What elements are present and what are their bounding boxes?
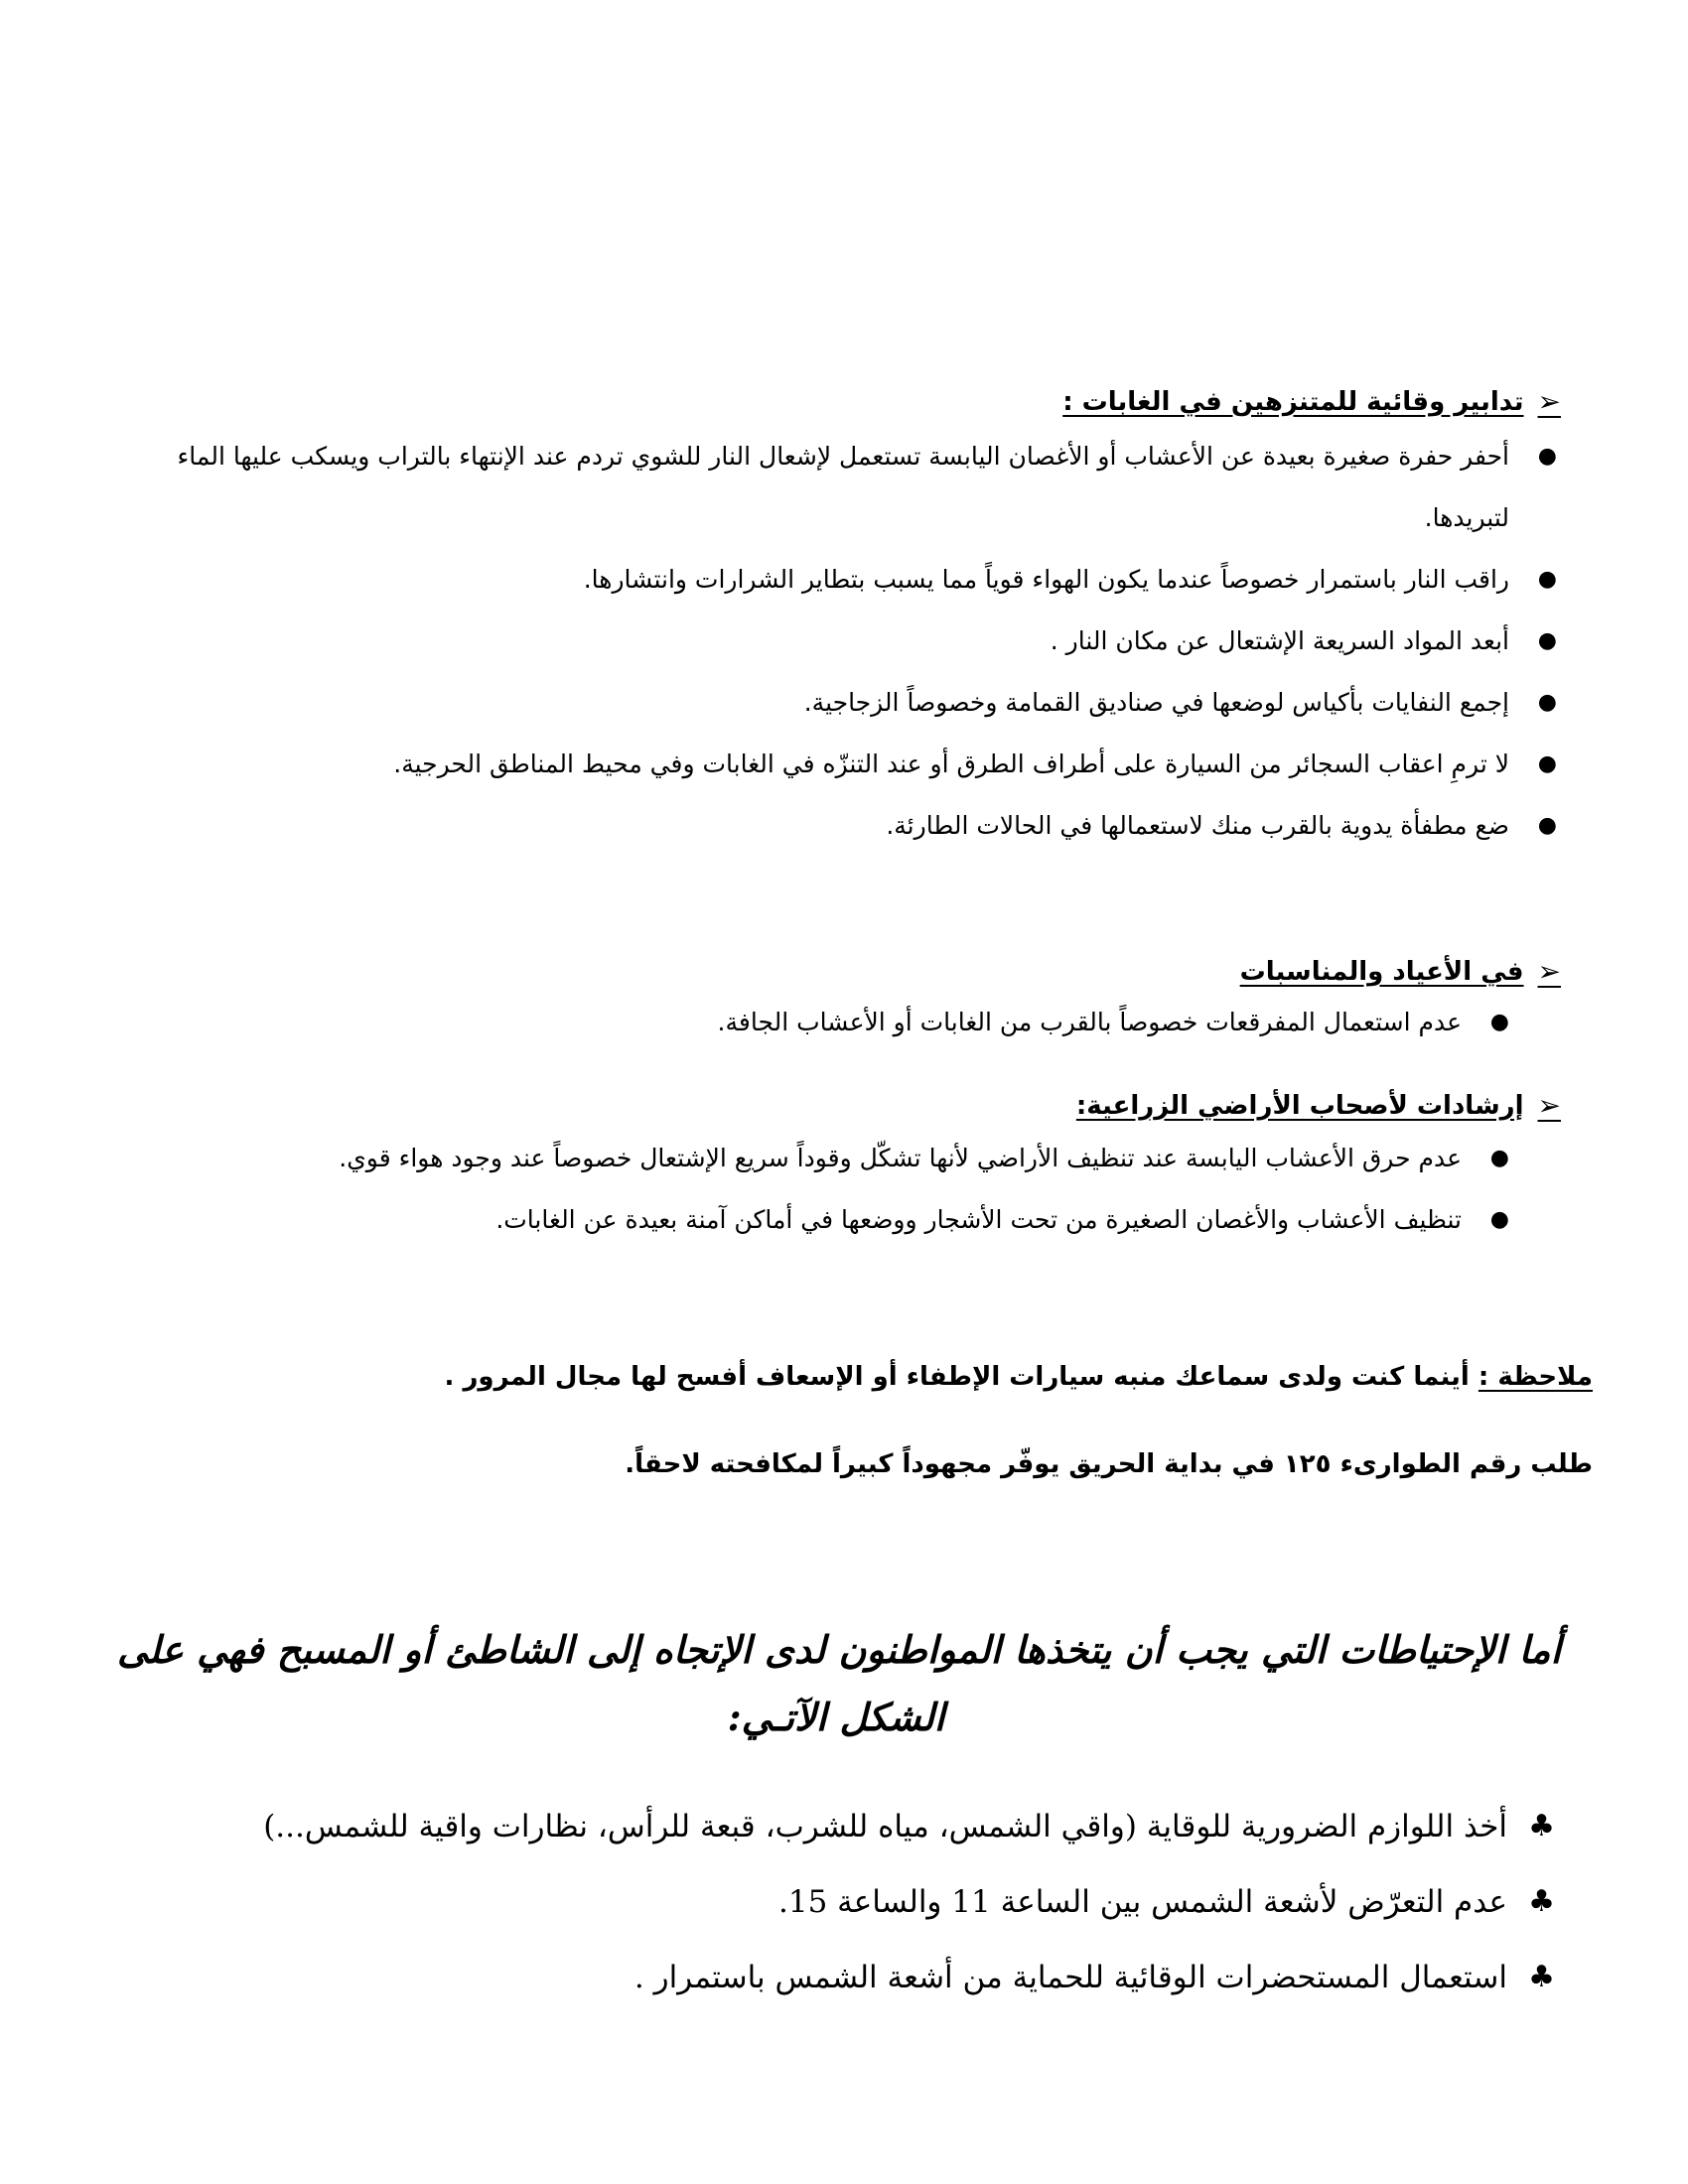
section-heading [131, 385, 1561, 418]
bullet-icon: ● [1489, 1207, 1509, 1232]
section-heading-text: في الأعياد والمناسبات [1239, 956, 1524, 987]
list-item-text: تنظيف الأعشاب والأغصان الصغيرة من تحت الأشجار ووضعها في أماكن آمنة بعيدة عن الغابات. [495, 1205, 1462, 1234]
list-item [131, 549, 1561, 611]
note-paragraph [445, 1362, 1593, 1392]
bullet-icon: ● [1537, 567, 1557, 592]
note-text: أينما كنت ولدى سماعك منبه سيارات الإطفاء أو الإسعاف أفسح لها مجال المرور . [444, 1362, 1478, 1392]
section-heading [131, 1089, 1561, 1122]
club-icon: ♣ [1528, 1960, 1555, 1994]
beach-list [131, 1789, 1561, 2015]
beach-heading-line2: الشكل الآتـي: [727, 1695, 945, 1739]
forest-measures-list [131, 426, 1561, 857]
beach-heading [71, 1616, 1561, 1751]
list-item [173, 1189, 1513, 1251]
list-item [131, 795, 1561, 857]
bullet-icon: ● [1489, 1146, 1509, 1170]
list-item-text: عدم حرق الأعشاب اليابسة عند تنظيف الأراضي لأنها تشكّل وقوداً سريع الإشتعال خصوصاً عند وجود هواء قوي. [339, 1144, 1462, 1172]
arrowhead-icon: ➢ [1537, 1089, 1561, 1122]
section-forest-measures [131, 385, 1561, 857]
bullet-icon: ● [1537, 751, 1557, 776]
club-icon: ♣ [1528, 1809, 1555, 1843]
list-item [131, 672, 1561, 734]
list-item-text: أبعد المواد السريعة الإشتعال عن مكان النار . [1050, 626, 1509, 655]
list-item [131, 611, 1561, 672]
bullet-icon: ● [1537, 690, 1557, 715]
list-item [131, 1789, 1561, 1864]
note-label: ملاحظة : [1477, 1362, 1593, 1392]
emergency-text: طلب رقم الطوارىء ١٢٥ في بداية الحريق يوفّر مجهوداً كبيراً لمكافحته لاحقاً. [625, 1449, 1593, 1479]
list-item-text: ضع مطفأة يدوية بالقرب منك لاستعمالها في الحالات الطارئة. [886, 811, 1509, 840]
list-item-text: أحفر حفرة صغيرة بعيدة عن الأعشاب أو الأغصان اليابسة تستعمل لإشعال النار للشوي تردم عند الإنتهاء بالتراب ويسكب عليها الماء لتبريدها. [177, 442, 1509, 532]
club-icon: ♣ [1528, 1884, 1555, 1919]
list-item-text: عدم التعرّض لأشعة الشمس بين الساعة 11 والساعة 15. [777, 1884, 1507, 1920]
section-beach [131, 1789, 1561, 2015]
list-item-text: لا ترمِ اعقاب السجائر من السيارة على أطراف الطرق أو عند التنزّه في الغابات وفي محيط المناطق الحرجية. [393, 750, 1509, 778]
list-item [173, 1128, 1513, 1189]
holidays-list [131, 992, 1561, 1053]
list-item-text: عدم استعمال المفرقعات خصوصاً بالقرب من الغابات أو الأعشاب الجافة. [717, 1008, 1462, 1036]
list-item [131, 1940, 1561, 2015]
section-farmers [131, 1089, 1561, 1251]
list-item-text: استعمال المستحضرات الوقائية للحماية من أشعة الشمس باستمرار . [633, 1960, 1507, 1995]
list-item [131, 426, 1561, 549]
bullet-icon: ● [1537, 628, 1557, 653]
list-item-text: راقب النار باستمرار خصوصاً عندما يكون الهواء قوياً مما يسبب بتطاير الشرارات وانتشارها. [583, 565, 1509, 594]
beach-heading-line1: أما الإحتياطات التي يجب أن يتخذها المواطنون لدى الإتجاه إلى الشاطئ أو المسبح فهي على [117, 1627, 1561, 1672]
section-holidays [131, 955, 1561, 1053]
bullet-icon: ● [1537, 813, 1557, 838]
section-heading-text: تدابير وقائية للمتنزهين في الغابات : [1062, 386, 1524, 417]
list-item [131, 734, 1561, 795]
list-item-text: أخذ اللوازم الضرورية للوقاية (واقي الشمس، مياه للشرب، قبعة للرأس، نظارات واقية للشمس...) [263, 1809, 1507, 1844]
emergency-paragraph [625, 1449, 1593, 1479]
arrowhead-icon: ➢ [1537, 385, 1561, 418]
section-heading-text: إرشادات لأصحاب الأراضي الزراعية: [1075, 1090, 1524, 1121]
arrowhead-icon: ➢ [1537, 955, 1561, 988]
list-item [131, 1864, 1561, 1940]
farmers-list [173, 1128, 1561, 1251]
list-item-text: إجمع النفايات بأكياس لوضعها في صناديق القمامة وخصوصاً الزجاجية. [803, 688, 1509, 717]
bullet-icon: ● [1537, 444, 1557, 469]
bullet-icon: ● [1489, 1010, 1509, 1034]
section-heading [131, 955, 1561, 988]
list-item [131, 992, 1513, 1053]
